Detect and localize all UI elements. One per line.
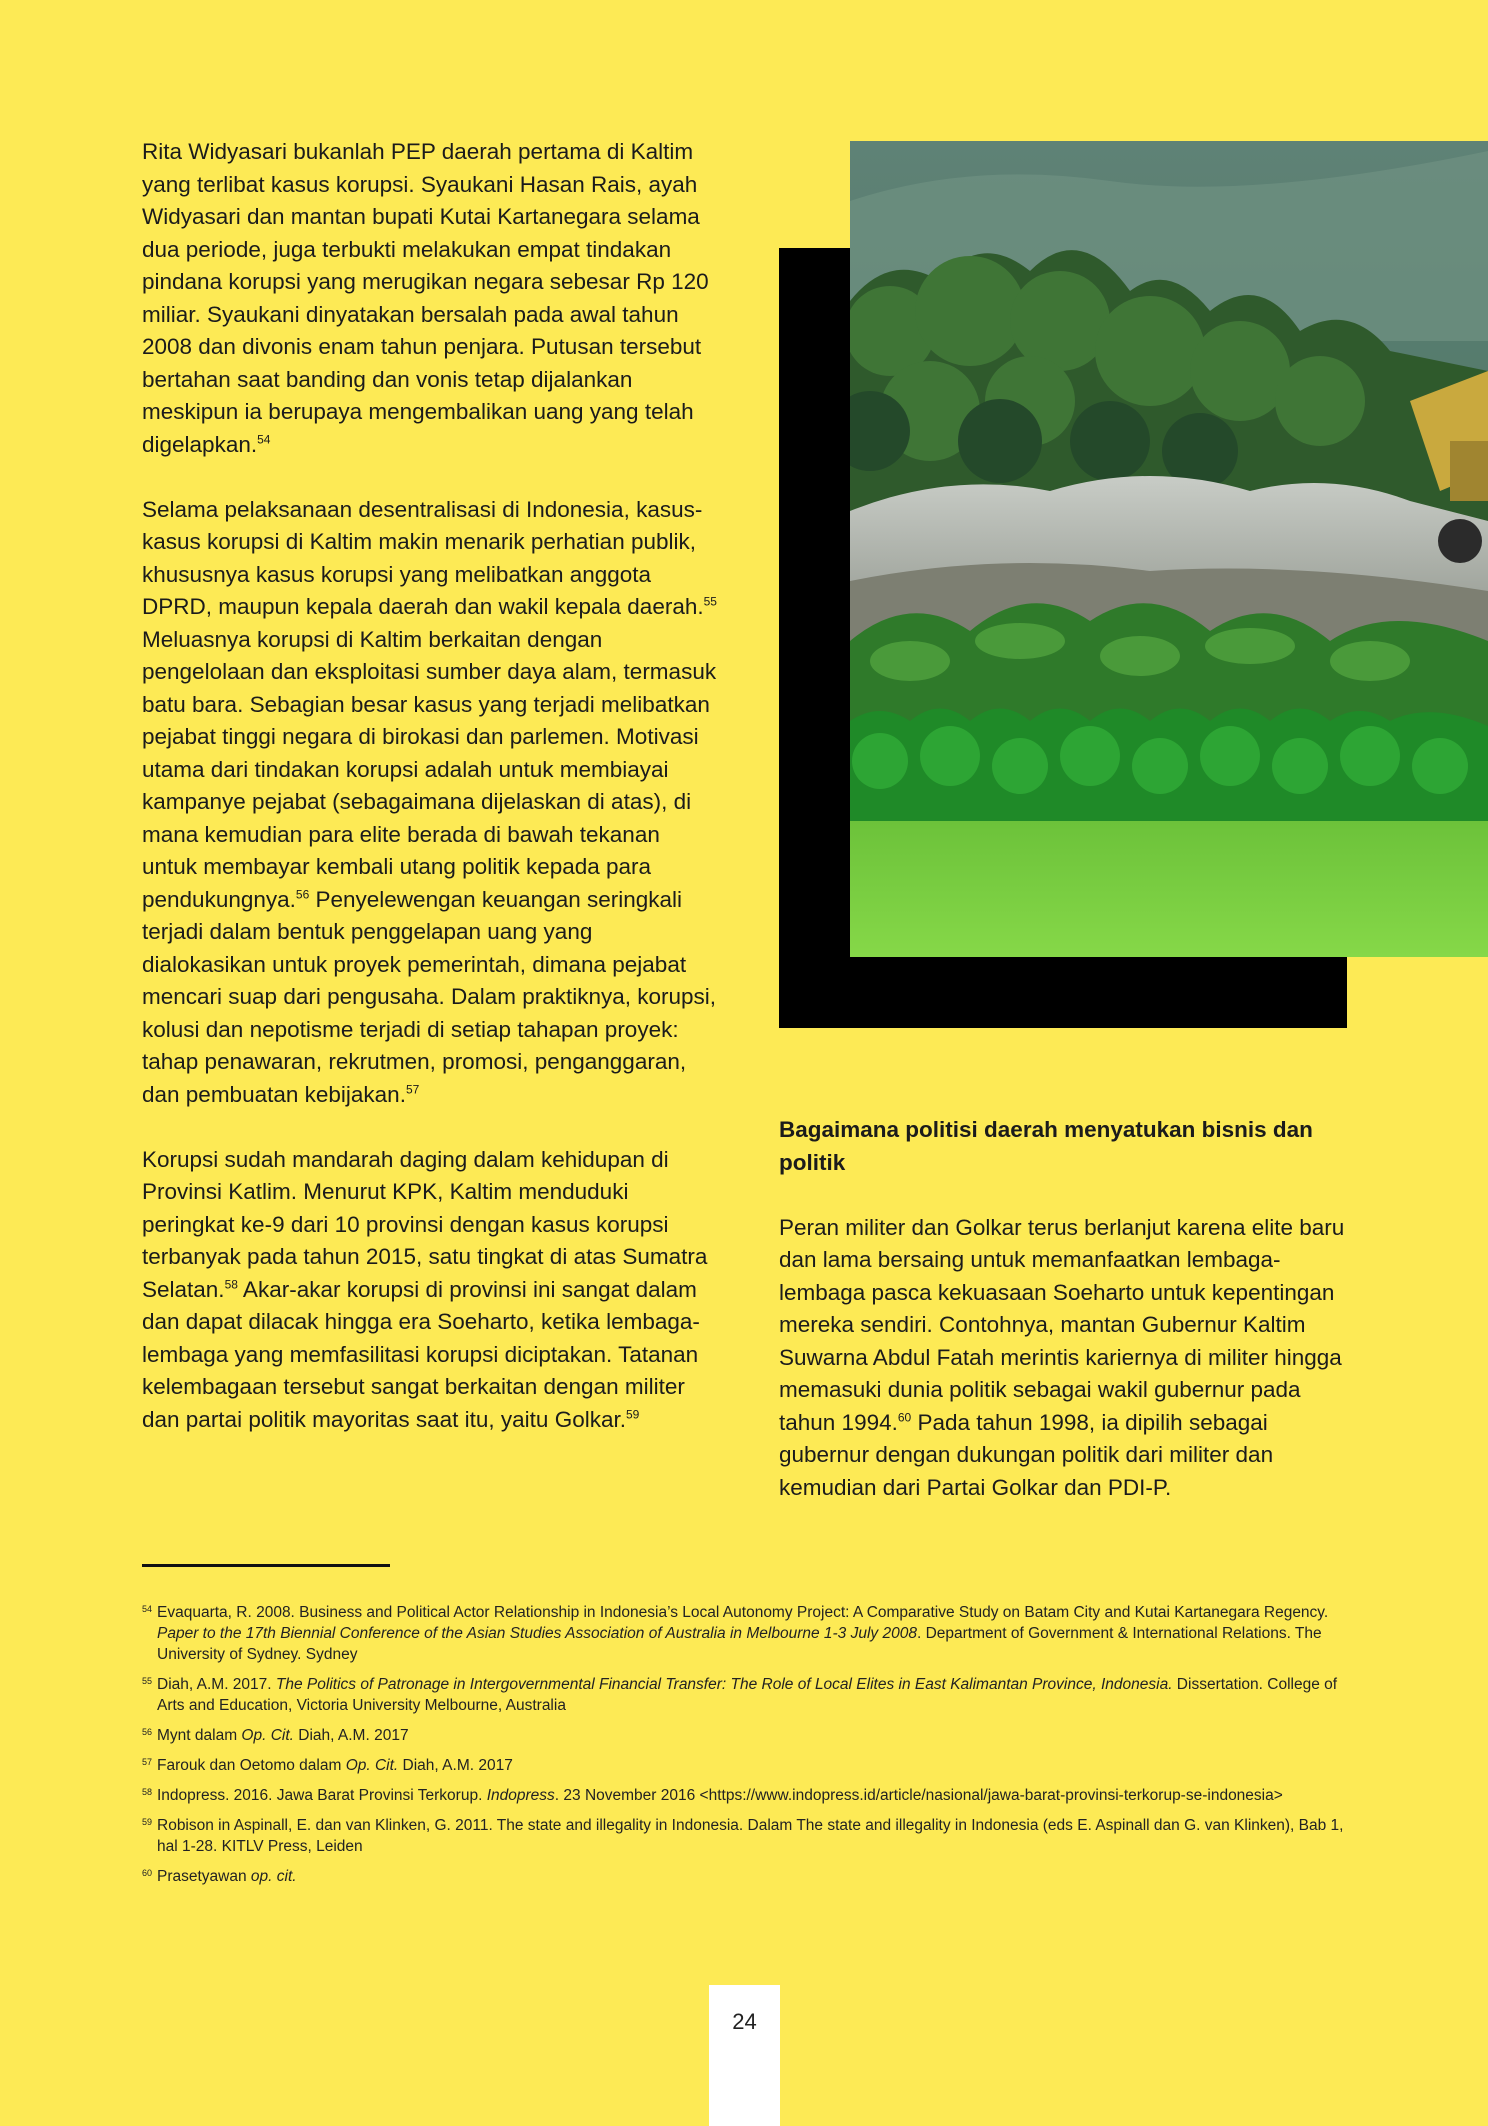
left-column <box>142 136 717 1469</box>
footnote-56: 56 Mynt dalam Op. Cit. Diah, A.M. 2017 <box>142 1727 409 1744</box>
footnote-ref-54[interactable]: 54 <box>257 432 271 446</box>
footnote-ref-60[interactable]: 60 <box>897 1410 912 1424</box>
footnote-ref-57[interactable]: 57 <box>405 1082 420 1096</box>
footnote-54: 54 Evaquarta, R. 2008. Business and Political Actor Relationship in Indonesia’s Local Autonomy Project: A Comparative Study on Batam City and Kutai Kartanegara Regency. Paper to the 17th Biennial Conference of the Asian Studies Association of Australia in Melbourne 1-3 July 2008. Department of Government & International Relations. The University of Sydney. Sydney <box>142 1604 1329 1663</box>
mining-landscape-photo <box>850 141 1488 957</box>
footnote-divider <box>142 1564 390 1567</box>
footnote-58: 58 Indopress. 2016. Jawa Barat Provinsi Terkorup. Indopress. 23 November 2016 <https://www.indopress.id/article/nasional/jawa-barat-provinsi-terkorup-se-indonesia> <box>142 1787 1283 1804</box>
page-number: 24 <box>732 2009 757 2034</box>
footnote-ref-55[interactable]: 55 <box>703 594 717 609</box>
footnotes <box>142 1602 1347 1896</box>
paragraph-1: Rita Widyasari bukanlah PEP daerah pertama di Kaltim yang terlibat kasus korupsi. Syaukani Hasan Rais, ayah Widyasari dan mantan bupati Kutai Kartanegara selama dua periode, juga terbukti melakukan empat tindakan pindana korupsi yang merugikan negara sebesar Rp 120 miliar. Syaukani dinyatakan bersalah pada awal tahun 2008 dan divonis enam tahun penjara. Putusan tersebut bertahan saat banding dan vonis tetap dijalankan meskipun ia berupaya mengembalikan uang yang telah digelapkan.$^{54}$ <box>142 139 709 457</box>
footnote-59: 59 Robison in Aspinall, E. dan van Klinken, G. 2011. The state and illegality in Indonesia. Dalam The state and illegality in Indonesia (eds E. Aspinall dan G. van Klinken), Bab 1, hal 1-28. KITLV Press, Leiden <box>142 1817 1344 1855</box>
footnote-ref-59[interactable]: 59 <box>625 1407 640 1421</box>
footnote-60: 60 Prasetyawan op. cit. <box>142 1868 297 1885</box>
page-number-tab <box>709 1985 780 2126</box>
footnote-55: 55 Diah, A.M. 2017. The Politics of Patronage in Intergovernmental Financial Transfer: The Role of Local Elites in East Kalimantan Province, Indonesia. Dissertation. College of Arts and Education, Victoria University Melbourne, Australia <box>142 1676 1338 1714</box>
landscape-illustration <box>850 141 1488 957</box>
right-column <box>779 1114 1349 1504</box>
footnote-ref-56[interactable]: 56 <box>295 887 310 901</box>
right-paragraph: Peran militer dan Golkar terus berlanjut karena elite baru dan lama bersaing untuk memanfaatkan lembaga-lembaga pasca kekuasaan Soeharto untuk kepentingan mereka sendiri. Contohnya, mantan Gubernur Kaltim Suwarna Abdul Fatah merintis kariernya di militer hingga memasuki dunia politik sebagai wakil gubernur pada tahun 1994.60 Pada tahun 1998, ia dipilih sebagai gubernur dengan dukungan politik dari militer dan kemudian dari Partai Golkar dan PDI-P. <box>779 1214 1345 1500</box>
footnote-57: 57 Farouk dan Oetomo dalam Op. Cit. Diah, A.M. 2017 <box>142 1757 513 1774</box>
footnote-ref-58[interactable]: 58 <box>224 1277 238 1291</box>
paragraph-2: Selama pelaksanaan desentralisasi di Indonesia, kasus-kasus korupsi di Kaltim makin menarik perhatian publik, khususnya kasus korupsi yang melibatkan anggota DPRD, maupun kepala daerah dan wakil kepala daerah.$^{55}$ Meluasnya korupsi di Kaltim berkaitan dengan pengelolaan dan eksploitasi sumber daya alam, termasuk batu bara. Sebagian besar kasus yang terjadi melibatkan pejabat tinggi negara di birokasi dan parlemen. Motivasi utama dari tindakan korupsi adalah untuk membiayai kampanye pejabat (sebagaimana dijelaskan di atas), di mana kemudian para elite berada di bawah tekanan untuk membayar kembali utang politik kepada para pendukungnya.$^{56}$ Penyelewengan keuangan seringkali terjadi dalam bentuk penggelapan uang yang dialokasikan untuk proyek pemerintah, dimana pejabat mencari suap dari pengusaha. Dalam praktiknya, korupsi, kolusi dan nepotisme terjadi di setiap tahapan proyek: tahap penawaran, rekrutmen, promosi, penganggaran, dan pembuatan kebijakan.$^{57}$ <box>142 496 717 1107</box>
section-heading: Bagaimana politisi daerah menyatukan bisnis dan politik <box>779 1117 1313 1175</box>
paragraph-3: Korupsi sudah mandarah daging dalam kehidupan di Provinsi Katlim. Menurut KPK, Kaltim menduduki peringkat ke-9 dari 10 provinsi dengan kasus korupsi terbanyak pada tahun 2015, satu tingkat di atas Sumatra Selatan.$^{58}$ Akar-akar korupsi di provinsi ini sangat dalam dan dapat dilacak hingga era Soeharto, ketika lembaga-lembaga yang memfasilitasi korupsi diciptakan. Tatanan kelembagaan tersebut sangat berkaitan dengan militer dan partai politik mayoritas saat itu, yaitu Golkar.$^{59}$ <box>142 1146 708 1432</box>
